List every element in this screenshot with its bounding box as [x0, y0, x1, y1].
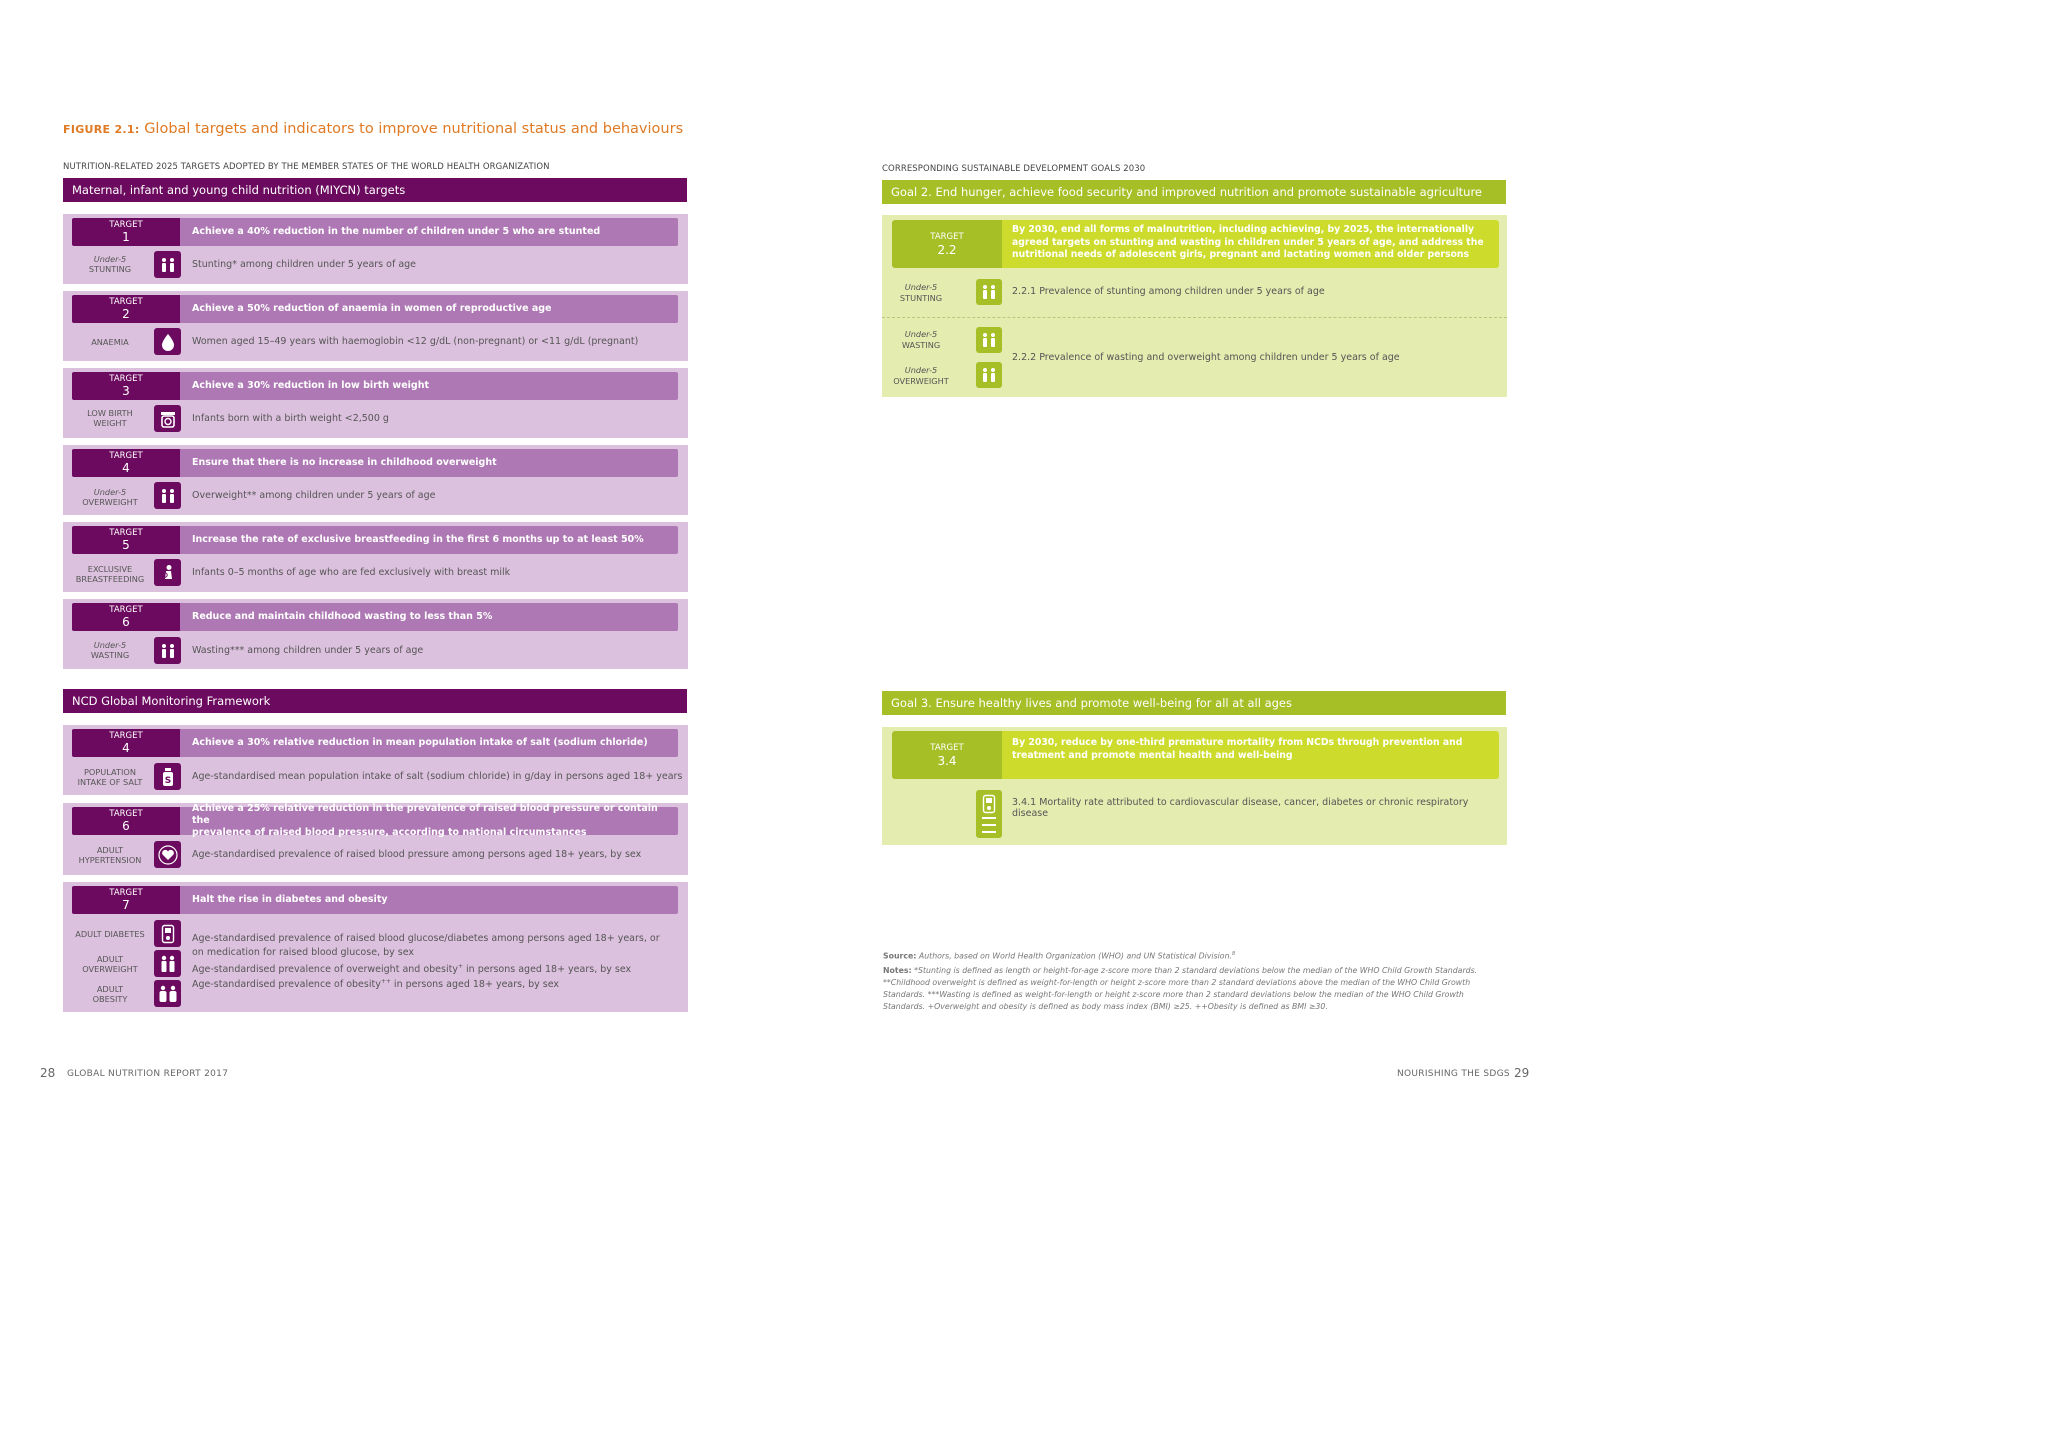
- target-badge: TARGET 3.4: [892, 731, 1002, 779]
- target-badge: TARGET 2: [72, 295, 180, 323]
- indicator-label: ADULT HYPERTENSION: [78, 845, 142, 865]
- left-page-number: 28: [40, 1066, 56, 1080]
- indicator-label-wasting: Under-5 WASTING: [901, 329, 941, 350]
- indicator-text-221: 2.2.1 Prevalence of stunting among children under 5 years of age: [1012, 286, 1325, 297]
- target-badge: TARGET 2.2: [892, 220, 1002, 268]
- notes-line: Notes: *Stunting is defined as length or height-for-age z-score more than 2 standard deviations below the median of the WHO Child Growth Standards. **Childhood overweight is defined as weight-for-length or height z-score more than 2 standard deviations above the median of the WHO Child Growth Standards. ***Wasting is defined as weight-for-length or height z-score more than 2 standard deviations below the median of the WHO Child Growth Standards. +Overweight and obesity is defined as body mass index (BMI) ≥25. ++Obesity is defined as BMI ≥30.: [883, 966, 1478, 1011]
- target-badge: TARGET 5: [72, 526, 180, 554]
- figure-title-text: Global targets and indicators to improve nutritional status and behaviours: [144, 121, 684, 137]
- indicator-label-obesity: ADULT OBESITY: [92, 984, 128, 1004]
- target-title: Ensure that there is no increase in childhood overweight: [180, 449, 678, 477]
- indicator-text: Stunting* among children under 5 years of age: [192, 259, 417, 270]
- ncd-target-card-4: [63, 725, 688, 795]
- indicator-label-overweight: ADULT OVERWEIGHT: [82, 954, 138, 974]
- target-title: Achieve a 50% reduction of anaemia in women of reproductive age: [180, 295, 678, 323]
- heart-icon: [154, 841, 181, 868]
- indicator-label-diabetes: ADULT DIABETES: [75, 929, 145, 939]
- goal2-header: Goal 2. End hunger, achieve food security and improved nutrition and promote sustainable agriculture: [882, 180, 1506, 204]
- divider: [882, 317, 1507, 318]
- adults-obesity-icon: [154, 980, 181, 1007]
- goal3-card: [882, 727, 1507, 845]
- glucose-meter-icon: [976, 790, 1002, 838]
- target-card-5: [63, 522, 688, 592]
- left-subtitle: NUTRITION-RELATED 2025 TARGETS ADOPTED BY THE MEMBER STATES OF THE WORLD HEALTH ORGANIZATION: [63, 162, 550, 172]
- target-card-3: [63, 368, 688, 438]
- target-badge: TARGET 4: [72, 449, 180, 477]
- target-title: Reduce and maintain childhood wasting to less than 5%: [180, 603, 678, 631]
- breastfeeding-icon: [154, 559, 181, 586]
- goal2-card: [882, 215, 1507, 397]
- glucose-meter-icon: [154, 920, 181, 947]
- children-icon: [154, 251, 181, 278]
- target-title: Achieve a 25% relative reduction in the prevalence of raised blood pressure or contain the prevalence of raised blood pressure, according to national circumstances: [180, 807, 678, 835]
- children-icon: [976, 362, 1002, 388]
- target-title: By 2030, end all forms of malnutrition, including achieving, by 2025, the internationally agreed targets on stunting and wasting in children under 5 years of age, and address the nutritional needs of adolescent girls, pregnant and lactating women and older persons: [1002, 220, 1499, 268]
- indicator-text-obesity: Age-standardised prevalence of obesity++ in persons aged 18+ years, by sex: [192, 978, 560, 991]
- children-icon: [976, 327, 1002, 353]
- target-card-2: [63, 291, 688, 361]
- indicator-label: Under-5 WASTING: [90, 640, 130, 660]
- target-title: Achieve a 40% reduction in the number of children under 5 who are stunted: [180, 218, 678, 246]
- ncd-header: NCD Global Monitoring Framework: [63, 689, 687, 713]
- right-subtitle: CORRESPONDING SUSTAINABLE DEVELOPMENT GOALS 2030: [882, 164, 1146, 174]
- ncd-target-card-7: [63, 882, 688, 1012]
- miycn-header: Maternal, infant and young child nutrition (MIYCN) targets: [63, 178, 687, 202]
- indicator-text: Age-standardised mean population intake of salt (sodium chloride) in g/day in persons aged 18+ years: [192, 771, 683, 782]
- salt-shaker-icon: [154, 763, 181, 790]
- indicator-label: ANAEMIA: [91, 337, 129, 347]
- indicator-label: LOW BIRTH WEIGHT: [87, 408, 133, 428]
- indicator-text: Women aged 15–49 years with haemoglobin <12 g/dL (non-pregnant) or <11 g/dL (pregnant): [192, 336, 639, 347]
- target-title: Halt the rise in diabetes and obesity: [180, 886, 678, 914]
- figure-title: [63, 121, 683, 137]
- indicator-text: Infants born with a birth weight <2,500 g: [192, 413, 389, 424]
- indicator-label-overweight: Under-5 OVERWEIGHT: [893, 365, 949, 386]
- target-badge: TARGET 1: [72, 218, 180, 246]
- right-running-title: NOURISHING THE SDGS: [1397, 1069, 1510, 1079]
- children-icon: [976, 279, 1002, 305]
- children-icon: [154, 482, 181, 509]
- indicator-text-overweight: Age-standardised prevalence of overweight and obesity+ in persons aged 18+ years, by sex: [192, 963, 632, 976]
- target-badge: TARGET 4: [72, 729, 180, 757]
- left-running-title: GLOBAL NUTRITION REPORT 2017: [67, 1069, 229, 1079]
- children-icon: [154, 637, 181, 664]
- indicator-label: Under-5 STUNTING: [88, 254, 132, 274]
- target-title: Achieve a 30% reduction in low birth weight: [180, 372, 678, 400]
- ncd-target-card-6: [63, 803, 688, 875]
- target-badge: TARGET 7: [72, 886, 180, 914]
- source-notes: [883, 949, 1503, 1013]
- indicator-text: Infants 0–5 months of age who are fed exclusively with breast milk: [192, 567, 511, 578]
- indicator-text-341: 3.4.1 Mortality rate attributed to cardiovascular disease, cancer, diabetes or chronic respiratory disease: [1012, 797, 1469, 819]
- svg-text:S: S: [164, 775, 171, 786]
- target-title: Achieve a 30% relative reduction in mean population intake of salt (sodium chloride): [180, 729, 678, 757]
- indicator-label: POPULATION INTAKE OF SALT: [77, 767, 143, 787]
- indicator-text: Wasting*** among children under 5 years of age: [192, 645, 424, 656]
- blood-drop-icon: [154, 328, 181, 355]
- indicator-text: Overweight** among children under 5 years of age: [192, 490, 436, 501]
- right-page-number: 29: [1514, 1066, 1530, 1080]
- target-badge: TARGET 3: [72, 372, 180, 400]
- indicator-label: Under-5 OVERWEIGHT: [82, 487, 138, 507]
- indicator-text-222: 2.2.2 Prevalence of wasting and overweight among children under 5 years of age: [1012, 352, 1400, 363]
- figure-label: FIGURE 2.1:: [63, 123, 140, 136]
- adults-overweight-icon: [154, 950, 181, 977]
- target-title: Increase the rate of exclusive breastfeeding in the first 6 months up to at least 50%: [180, 526, 678, 554]
- target-badge: TARGET 6: [72, 807, 180, 835]
- target-title: By 2030, reduce by one-third premature mortality from NCDs through prevention and treatment and promote mental health and well-being: [1002, 731, 1499, 779]
- target-badge: TARGET 6: [72, 603, 180, 631]
- indicator-text: Age-standardised prevalence of raised blood pressure among persons aged 18+ years, by sex: [192, 849, 642, 860]
- scale-icon: [154, 405, 181, 432]
- target-card-1: [63, 214, 688, 284]
- goal3-header: Goal 3. Ensure healthy lives and promote well-being for all at all ages: [882, 691, 1506, 715]
- target-card-6: [63, 599, 688, 669]
- indicator-text-diabetes: Age-standardised prevalence of raised blood glucose/diabetes among persons aged 18+ years, or on medication for raised blood glucose, by sex: [192, 933, 660, 958]
- target-card-4: [63, 445, 688, 515]
- source-line: Source: Authors, based on World Health Organization (WHO) and UN Statistical Division.$^8$: [883, 951, 1236, 961]
- indicator-label-stunting: Under-5 STUNTING: [899, 282, 943, 303]
- indicator-label: EXCLUSIVE BREASTFEEDING: [75, 564, 145, 584]
